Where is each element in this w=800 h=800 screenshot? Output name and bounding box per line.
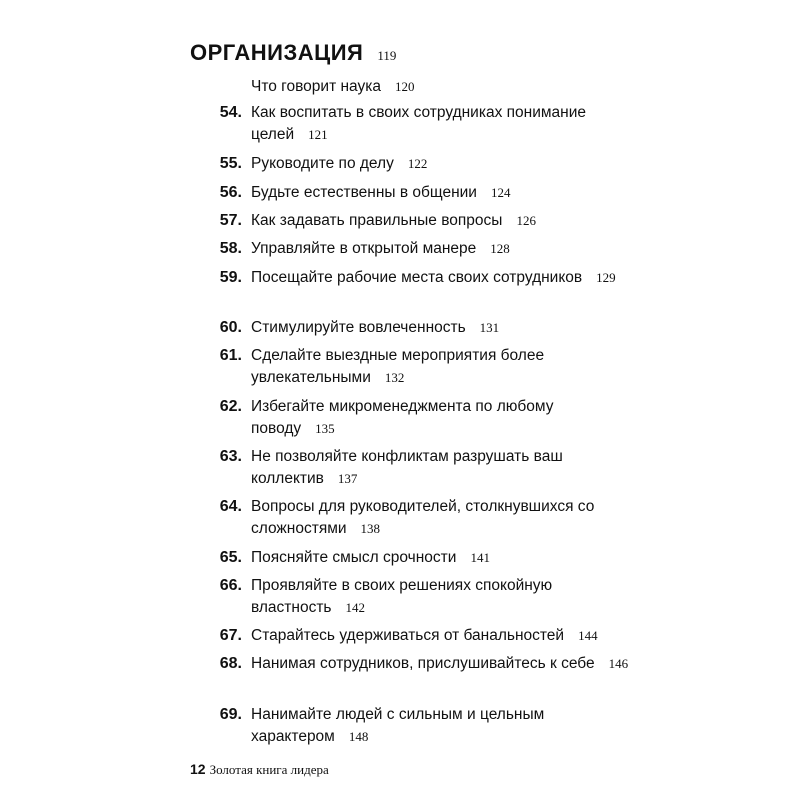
- intro-entry: [251, 76, 414, 98]
- section-heading: [190, 40, 396, 66]
- entry-number: 61.: [219, 347, 242, 364]
- entry-text-block: [251, 210, 641, 232]
- entry-number: 60.: [219, 319, 242, 336]
- entry-page-number: 129: [596, 270, 616, 285]
- entry-text-block: [251, 704, 641, 748]
- entry-page-number: 131: [479, 320, 500, 335]
- entry-page-number: 132: [384, 370, 405, 385]
- entry-title: Будьте естественны в общении: [251, 184, 477, 201]
- entry-text-block: [251, 653, 641, 675]
- entry-title: Нанимая сотрудников, прислушивайтесь к себе: [251, 655, 595, 672]
- entry-text-block: [251, 547, 641, 569]
- entry-page-number: 124: [490, 185, 511, 200]
- section-page-number: 119: [377, 48, 397, 63]
- entry-text-block: [251, 317, 641, 339]
- entry-title: Поясняйте смысл срочности: [251, 549, 457, 566]
- entry-page-number: 144: [578, 628, 598, 643]
- entry-title: Как задавать правильные вопросы: [251, 212, 503, 229]
- entry-text-block: [251, 446, 641, 490]
- entry-title: Стимулируйте вовлеченность: [251, 319, 466, 336]
- entry-number: 59.: [219, 269, 242, 286]
- entry-text-block: [251, 345, 641, 389]
- page-footer: [190, 761, 329, 778]
- entry-text-block: [251, 153, 641, 175]
- section-title: ОРГАНИЗАЦИЯ: [190, 40, 364, 65]
- entry-page-number: 142: [345, 600, 365, 615]
- entry-page-number: 122: [407, 156, 428, 171]
- entry-title: Проявляйте в своих решениях спокойную властность: [251, 577, 553, 616]
- intro-page-number: 120: [394, 79, 415, 94]
- entry-title: Посещайте рабочие места своих сотрудников: [251, 269, 583, 286]
- entry-number: 67.: [219, 627, 242, 644]
- entry-number: 63.: [219, 448, 242, 465]
- entry-title: Нанимайте людей с сильным и цельным характером: [251, 706, 545, 745]
- footer-book-title: Золотая книга лидера: [209, 762, 329, 777]
- entry-title: Сделайте выездные мероприятия более увлекательными: [251, 347, 545, 386]
- entry-number: 58.: [219, 240, 242, 257]
- entry-number: 65.: [219, 549, 242, 566]
- entry-number: 54.: [219, 104, 242, 121]
- entry-page-number: 121: [308, 127, 328, 142]
- entry-page-number: 141: [470, 550, 490, 565]
- entry-page-number: 138: [360, 521, 381, 536]
- entry-page-number: 135: [315, 421, 335, 436]
- entry-text-block: [251, 496, 641, 540]
- entry-number: 56.: [219, 184, 242, 201]
- entry-number: 69.: [219, 706, 242, 723]
- entry-title: Вопросы для руководителей, столкнувшихся со сложностями: [251, 498, 595, 537]
- entry-page-number: 148: [348, 729, 369, 744]
- entry-text-block: [251, 102, 641, 146]
- entry-text-block: [251, 396, 641, 440]
- entry-number: 57.: [219, 212, 242, 229]
- entry-page-number: 137: [337, 471, 358, 486]
- entry-page-number: 128: [490, 241, 510, 256]
- entry-title: Руководите по делу: [251, 155, 394, 172]
- entry-number: 68.: [219, 655, 242, 672]
- entry-text-block: [251, 625, 641, 647]
- entry-number: 62.: [219, 398, 242, 415]
- entry-page-number: 146: [608, 656, 629, 671]
- entry-text-block: [251, 575, 641, 619]
- entry-title: Как воспитать в своих сотрудниках понимание целей: [251, 104, 586, 143]
- entry-title: Избегайте микроменеджмента по любому поводу: [251, 398, 554, 437]
- entry-number: 64.: [219, 498, 242, 515]
- entry-page-number: 126: [516, 213, 536, 228]
- entry-text-block: [251, 238, 641, 260]
- entry-title: Управляйте в открытой манере: [251, 240, 477, 257]
- entry-text-block: [251, 267, 641, 289]
- entry-title: Не позволяйте конфликтам разрушать ваш коллектив: [251, 448, 563, 487]
- footer-page-number: 12: [190, 761, 206, 777]
- entry-text-block: [251, 182, 641, 204]
- intro-text: Что говорит наука: [251, 78, 381, 95]
- entry-number: 55.: [219, 155, 242, 172]
- entry-number: 66.: [219, 577, 242, 594]
- entry-title: Старайтесь удерживаться от банальностей: [251, 627, 565, 644]
